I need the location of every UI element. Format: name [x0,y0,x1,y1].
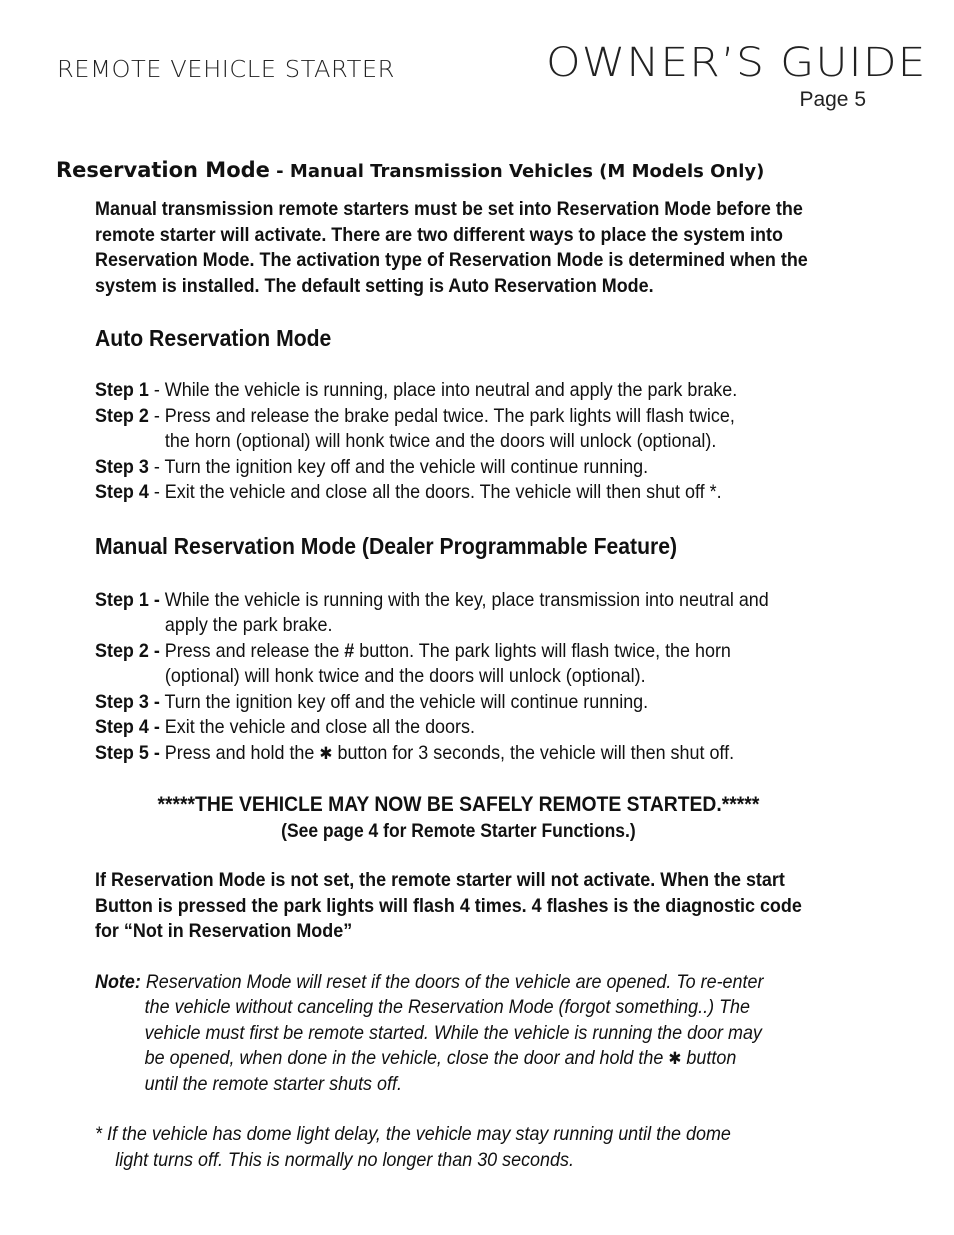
warning-line: Button is pressed the park lights will flash 4 times. 4 flashes is the diagnostic code [95,894,802,917]
step-label: Step 2 - [95,639,160,662]
manual-step [95,588,822,639]
footnote-line: * If the vehicle has dome light delay, the vehicle may stay running until the dome [95,1123,731,1145]
step-text: - Turn the ignition key off and the vehicle will continue running. [148,455,649,478]
step-label: Step 1 - [95,588,160,611]
step-label: Step 3 [95,455,149,478]
step-text: While the vehicle is running with the key, place transmission into neutral and [159,588,769,611]
step-label: Step 5 - [95,741,160,764]
callout-main: *****THE VEHICLE MAY NOW BE SAFELY REMOTE STARTED.***** [157,793,760,816]
callout-sub: (See page 4 for Remote Starter Functions.) [281,821,636,842]
note-line: Reservation Mode will reset if the doors of the vehicle are opened. To re-enter [140,970,764,993]
step-text: Exit the vehicle and close all the doors. [159,716,475,738]
step-label: Step 4 - [95,716,160,738]
section-heading [56,158,764,182]
step-label: Step 1 [95,379,149,401]
manual-step [95,639,822,690]
note-label: Note: [95,970,141,993]
step-text: button for 3 seconds, the vehicle will then shut off. [332,741,735,764]
footnote [95,1122,822,1173]
warning-paragraph [95,868,822,945]
auto-step [95,404,822,455]
auto-step [95,480,822,506]
auto-step [95,378,822,404]
note-paragraph [95,970,822,1098]
star-key-icon: ✱ [668,1049,682,1068]
manual-step [95,715,822,741]
manual-step [95,741,822,767]
manual-heading: Manual Reservation Mode (Dealer Programmable Feature) [95,532,678,559]
intro-line: remote starter will activate. There are two different ways to place the system into [95,223,783,246]
note-line: the vehicle without canceling the Reservation Mode (forgot something..) The [144,996,750,1018]
auto-steps [95,378,822,506]
step-label: Step 3 - [95,690,160,713]
note-line: vehicle must first be remote started. While the vehicle is running the door may [144,1021,762,1044]
intro-line: system is installed. The default setting is Auto Reservation Mode. [95,274,654,297]
intro-line: Reservation Mode. The activation type of Reservation Mode is determined when the [95,249,808,271]
step-continuation: apply the park brake. [164,614,333,636]
step-text: button. The park lights will flash twice, the horn [354,639,731,662]
manual-step [95,690,822,716]
star-key-icon: ✱ [319,743,333,763]
step-text: - Press and release the brake pedal twice. The park lights will flash twice, [148,404,735,427]
warning-line: If Reservation Mode is not set, the remote starter will not activate. When the start [95,869,785,891]
intro-paragraph [95,197,822,299]
step-continuation: (optional) will honk twice and the doors will unlock (optional). [164,665,646,687]
hash-key-symbol: # [344,639,355,662]
step-text: - While the vehicle is running, place into neutral and apply the park brake. [148,379,738,401]
step-label: Step 4 [95,481,149,503]
step-continuation: the horn (optional) will honk twice and the doors will unlock (optional). [164,430,717,452]
footnote-line: light turns off. This is normally no longer than 30 seconds. [115,1148,574,1171]
product-title: REMOTE VEHICLE STARTER [57,57,395,83]
note-line: until the remote starter shuts off. [144,1072,402,1095]
page-number: Page 5 [799,88,866,111]
step-text: - Exit the vehicle and close all the doors. The vehicle will then shut off *. [148,481,722,503]
auto-step [95,455,822,481]
warning-line: for “Not in Reservation Mode” [95,920,353,942]
section-subtitle: - Manual Transmission Vehicles (M Models Only) [269,161,765,182]
step-label: Step 2 [95,404,149,427]
main-content [95,197,885,1173]
callout [95,793,822,843]
step-text: Turn the ignition key off and the vehicle will continue running. [159,690,649,713]
note-text: be opened, when done in the vehicle, close the door and hold the [144,1047,669,1069]
step-text: Press and release the [159,639,345,662]
intro-line: Manual transmission remote starters must be set into Reservation Mode before the [95,198,803,220]
auto-heading: Auto Reservation Mode [95,325,332,351]
step-text: Press and hold the [159,741,320,764]
note-text: button [681,1047,737,1069]
manual-steps [95,588,822,767]
section-title: Reservation Mode [56,158,270,182]
note-line-4 [95,1046,822,1072]
guide-title: OWNER’S GUIDE [546,40,927,86]
